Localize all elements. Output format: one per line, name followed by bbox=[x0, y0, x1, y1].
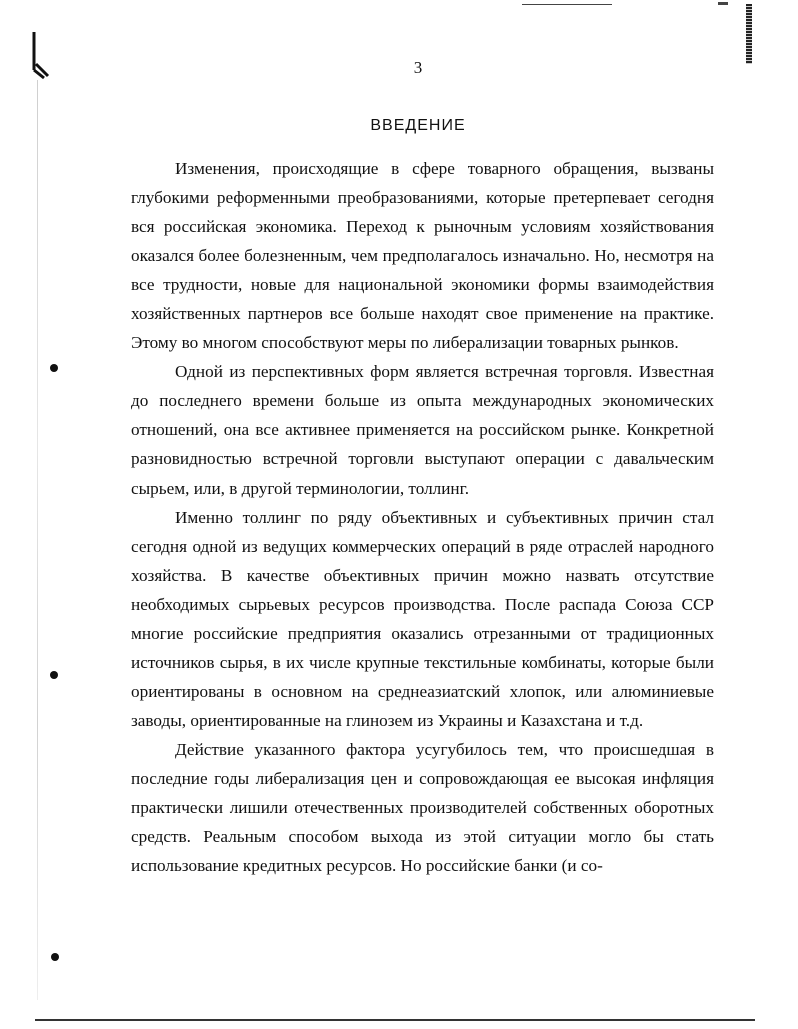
scan-top-rule bbox=[522, 4, 612, 5]
paragraph: Изменения, происходящие в сфере товарного обращения, вызваны глубокими реформенными преобразованиями, которые претерпевает сегодня вся российская экономика. Переход к рыночным условиям хозяйствования оказался более болезненным, чем предполагалось изначально. Но, несмотря на все трудности, новые для национальной экономики формы взаимодействия хозяйственных партнеров все больше находят свое применение на практике. Этому во многом способствуют меры по либерализации товарных рынков. bbox=[131, 159, 714, 353]
punch-hole-mark bbox=[50, 364, 58, 372]
paragraph: Именно толлинг по ряду объективных и субъективных причин стал сегодня одной из ведущих коммерческих операций в ряде отраслей народного хозяйства. В качестве объективных причин можно назвать отсутствие необходимых сырьевых ресурсов производства. После распада Союза ССР многие российские предприятия оказались отрезанными от традиционных источников сырья, в их числе крупные текстильные комбинаты, которые были ориентированы в основном на среднеазиатский хлопок, или алюминиевые заводы, ориентированные на глинозем из Украины и Казахстана и т.д. bbox=[131, 507, 714, 730]
page-title: ВВЕДЕНИЕ bbox=[370, 117, 466, 134]
body-text bbox=[131, 154, 714, 880]
punch-hole-mark bbox=[51, 953, 59, 961]
paragraph: Одной из перспективных форм является встречная торговля. Известная до последнего времени больше из опыта международных экономических отношений, она все активнее применяется на российском рынке. Конкретной разновидностью встречной торговли выступают операции с давальческим сырьем, или, в другой терминологии, толлинг. bbox=[131, 362, 714, 498]
page-number: 3 bbox=[413, 58, 423, 77]
scan-corner-mark bbox=[718, 2, 728, 5]
punch-hole-mark bbox=[50, 671, 58, 679]
scan-edge-mark bbox=[746, 4, 752, 64]
paragraph: Действие указанного фактора усугубилось тем, что происшедшая в последние годы либерализация цен и сопровождающая ее высокая инфляция практически лишили отечественных производителей собственных оборотных средств. Реальным способом выхода из этой ситуации могло бы стать использование кредитных ресурсов. Но российские банки (и со- bbox=[131, 739, 714, 876]
scan-margin-line bbox=[37, 80, 38, 1000]
scan-bottom-rule bbox=[35, 1019, 755, 1021]
